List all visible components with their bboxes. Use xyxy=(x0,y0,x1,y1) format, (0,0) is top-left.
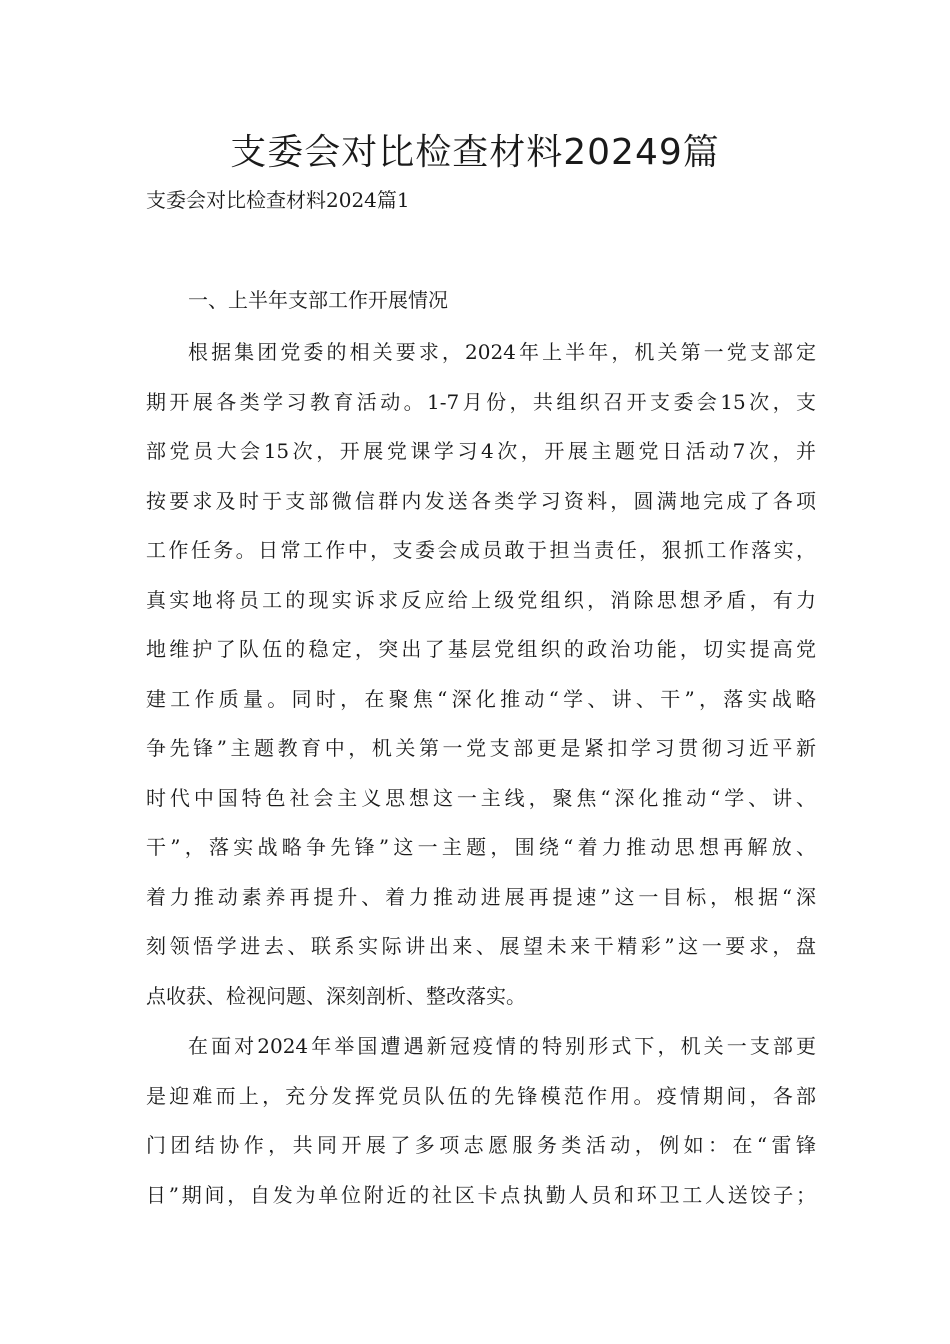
paragraph-line: 门团结协作，共同开展了多项志愿服务类活动，例如：在“雷锋 xyxy=(146,1133,816,1157)
paragraph-line: 真实地将员工的现实诉求反应给上级党组织，消除思想矛盾，有力 xyxy=(146,587,816,612)
paragraph-line: 是迎难而上，充分发挥党员队伍的先锋模范作用。疫情期间，各部 xyxy=(146,1083,816,1108)
paragraph-line: 地维护了队伍的稳定，突出了基层党组织的政治功能，切实提高党 xyxy=(146,637,816,661)
document-title: 支委会对比检查材料20249篇 xyxy=(230,132,720,173)
paragraph-line: 时代中国特色社会主义思想这一主线，聚焦“深化推动“学、讲、 xyxy=(146,785,816,810)
paragraph-line: 根据集团党委的相关要求，2024年上半年，机关第一党支部定 xyxy=(188,340,816,364)
paragraph-line: 点收获、检视问题、深刻剖析、整改落实。 xyxy=(146,983,526,1008)
paragraph-line: 在面对2024年举国遭遇新冠疫情的特别形式下，机关一支部更 xyxy=(188,1034,816,1058)
paragraph-line: 期开展各类学习教育活动。1-7月份，共组织召开支委会15次，支 xyxy=(146,389,816,414)
paragraph-line: 按要求及时于支部微信群内发送各类学习资料，圆满地完成了各项 xyxy=(146,488,816,513)
document-subtitle: 支委会对比检查材料2024篇1 xyxy=(146,188,410,212)
paragraph-line: 日”期间，自发为单位附近的社区卡点执勤人员和环卫工人送饺子； xyxy=(146,1182,816,1207)
section-heading: 一、上半年支部工作开展情况 xyxy=(188,288,448,312)
paragraph-2 xyxy=(146,1030,816,1228)
paragraph-line: 干”，落实战略争先锋”这一主题，围绕“着力推动思想再解放、 xyxy=(146,835,816,859)
paragraph-line: 争先锋”主题教育中，机关第一党支部更是紧扣学习贯彻习近平新 xyxy=(146,736,816,760)
paragraph-1 xyxy=(146,336,816,1029)
paragraph-line: 着力推动素养再提升、着力推动进展再提速”这一目标，根据“深 xyxy=(146,884,816,909)
paragraph-line: 部党员大会15次，开展党课学习4次，开展主题党日活动7次，并 xyxy=(146,439,816,463)
paragraph-line: 工作任务。日常工作中，支委会成员敢于担当责任，狠抓工作落实， xyxy=(146,538,816,562)
paragraph-line: 刻领悟学进去、联系实际讲出来、展望未来干精彩”这一要求，盘 xyxy=(146,934,816,958)
paragraph-line: 建工作质量。同时，在聚焦“深化推动“学、讲、干”，落实战略 xyxy=(146,686,816,711)
